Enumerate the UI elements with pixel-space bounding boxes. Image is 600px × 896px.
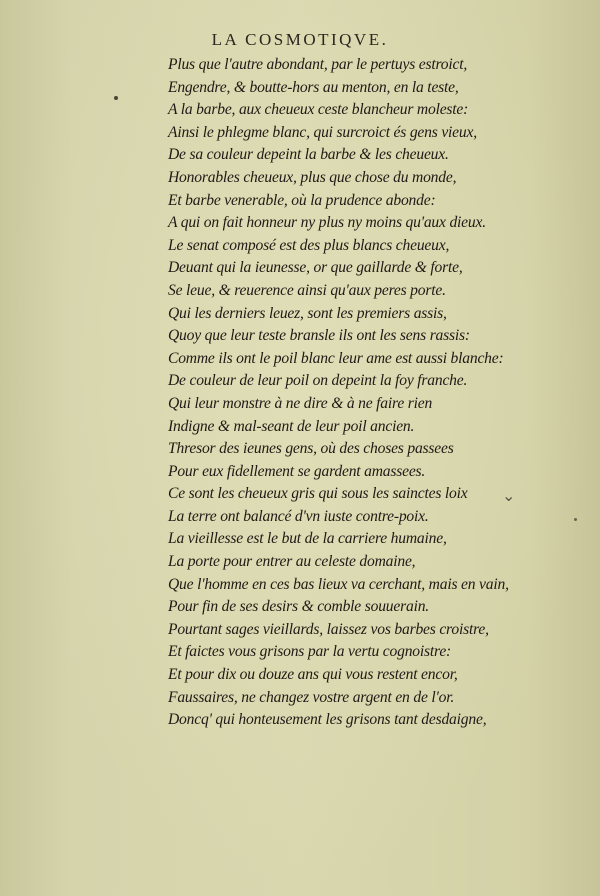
verse-line: Pour eux fidellement se gardent amassees.: [168, 462, 426, 480]
verse-line: De sa couleur depeint la barbe & les cheueux.: [168, 146, 449, 164]
verse-line: Doncq' qui honteusement les grisons tant desdaigne,: [168, 711, 487, 729]
verse-line: Qui leur monstre à ne dire & à ne faire rien: [168, 394, 433, 412]
verse-line: Ce sont les cheueux gris qui sous les sainctes loix: [168, 485, 468, 503]
ink-speck: [114, 96, 118, 100]
verse-line: Et barbe venerable, où la prudence abonde:: [168, 191, 436, 209]
verse-line: Indigne & mal-seant de leur poil ancien.: [168, 417, 415, 435]
verse-line: Pourtant sages vieillards, laissez vos barbes croistre,: [168, 620, 489, 638]
verse-line: Faussaires, ne changez vostre argent en de l'or.: [168, 688, 455, 706]
verse-line: Plus que l'autre abondant, par le pertuys estroict,: [168, 56, 468, 73]
verse-line: La terre ont balancé d'vn iuste contre-poix.: [168, 507, 429, 525]
verse-line: Honorables cheueux, plus que chose du monde,: [168, 168, 457, 186]
verse-line: Comme ils ont le poil blanc leur ame est aussi blanche:: [168, 349, 504, 367]
verse-line: A la barbe, aux cheueux ceste blancheur moleste:: [168, 101, 469, 119]
verse-line: La porte pour entrer au celeste domaine,: [168, 553, 416, 571]
verse-line: Et pour dix ou douze ans qui vous restent encor,: [168, 666, 458, 684]
verse-line: La vieillesse est le but de la carriere humaine,: [168, 530, 447, 548]
margin-caret-mark: ⌄: [502, 486, 516, 505]
verse-line: Engendre, & boutte-hors au menton, en la teste,: [168, 78, 459, 96]
verse-block: [168, 54, 588, 732]
verse-line: Le senat composé est des plus blancs cheueux,: [168, 236, 450, 254]
verse-line: Que l'homme en ces bas lieux va cerchant, mais en vain,: [168, 575, 509, 593]
verse-line: Qui les derniers leuez, sont les premiers assis,: [168, 304, 447, 322]
verse-line: Quoy que leur teste bransle ils ont les sens rassis:: [168, 327, 470, 345]
verse-line: A qui on fait honneur ny plus ny moins qu'aux dieux.: [168, 214, 486, 232]
verse-line: Pour fin de ses desirs & comble souuerain.: [168, 598, 430, 616]
verse-line: Thresor des ieunes gens, où des choses passees: [168, 440, 454, 458]
verse-line: De couleur de leur poil on depeint la foy franche.: [168, 372, 468, 390]
running-head: LA COSMOTIQVE.: [211, 30, 389, 49]
verse-line: Deuant qui la ieunesse, or que gaillarde & forte,: [168, 259, 463, 277]
verse-line: Ainsi le phlegme blanc, qui surcroict és gens vieux,: [168, 123, 477, 141]
verse-line: Se leue, & reuerence ainsi qu'aux peres porte.: [168, 281, 446, 299]
verse-line: Et faictes vous grisons par la vertu cognoistre:: [168, 643, 452, 661]
